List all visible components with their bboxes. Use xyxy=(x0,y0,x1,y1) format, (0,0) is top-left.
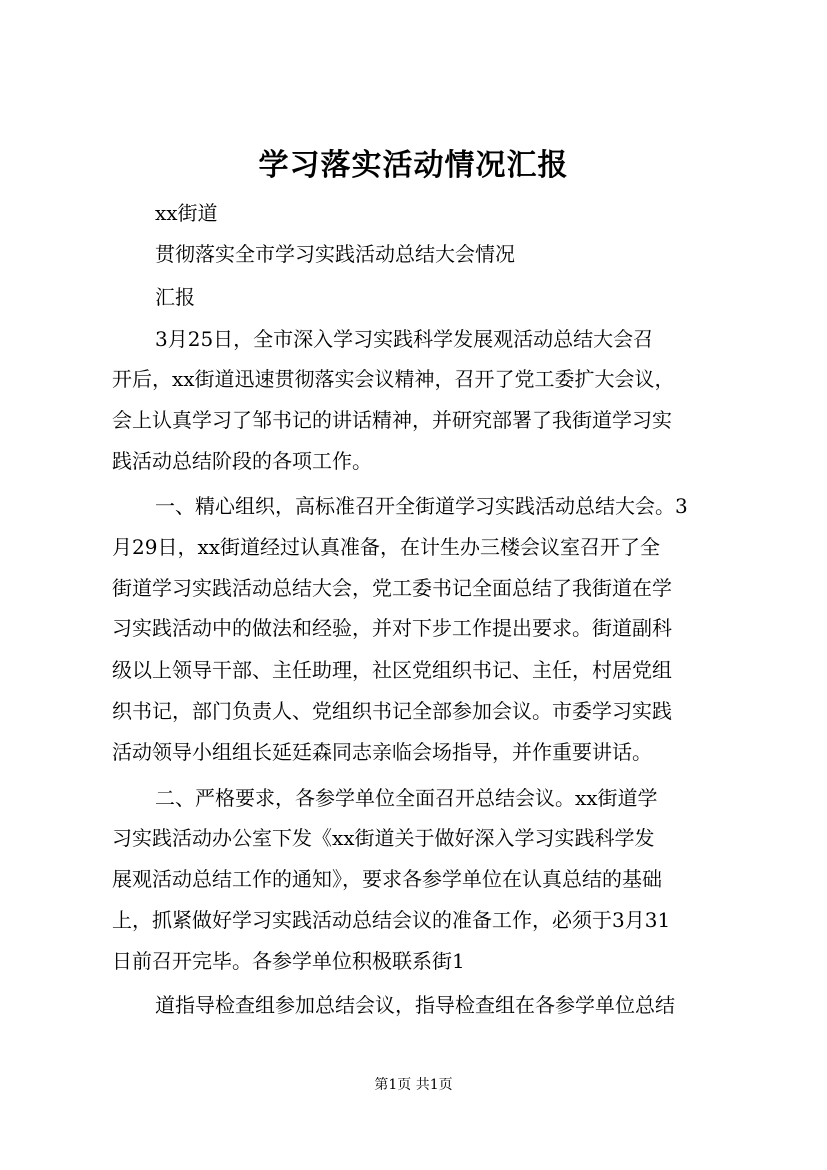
paragraph-line: 道指导检查组参加总结会议，指导检查组在各参学单位总结 xyxy=(155,993,675,1017)
paragraph-line: 一、精心组织，高标准召开全街道学习实践活动总结大会。3 xyxy=(155,494,688,518)
paragraph-line: 习实践活动中的做法和经验，并对下步工作提出要求。街道副科 xyxy=(112,616,672,640)
paragraph-line: 3月25日，全市深入学习实践科学发展观活动总结大会召 xyxy=(155,327,654,351)
paragraph-line: 月29日，xx街道经过认真准备，在计生办三楼会议室召开了全 xyxy=(112,535,661,559)
paragraph-line: 践活动总结阶段的各项工作。 xyxy=(112,449,372,473)
paragraph-line: 日前召开完毕。各参学单位积极联系街1 xyxy=(112,949,465,973)
paragraph-line: 街道学习实践活动总结大会，党工委书记全面总结了我街道在学 xyxy=(112,576,672,600)
document-title: 学习落实活动情况汇报 xyxy=(258,148,569,183)
line-report: 汇报 xyxy=(155,285,195,309)
paragraph-line: 会上认真学习了邹书记的讲话精神，并研究部署了我街道学习实 xyxy=(112,408,672,432)
paragraph-line: 开后，xx街道迅速贯彻落实会议精神，召开了党工委扩大会议， xyxy=(112,367,675,391)
line-district: xx街道 xyxy=(155,201,218,225)
paragraph-line: 上，抓紧做好学习实践活动总结会议的准备工作，必须于3月31 xyxy=(112,908,671,932)
paragraph-line: 二、严格要求，各参学单位全面召开总结会议。xx街道学 xyxy=(155,786,658,810)
paragraph-line: 级以上领导干部、主任助理，社区党组织书记、主任，村居党组 xyxy=(112,658,672,682)
paragraph-line: 习实践活动办公室下发《xx街道关于做好深入学习实践科学发 xyxy=(112,826,655,850)
paragraph-line: 活动领导小组组长延廷森同志亲临会场指导，并作重要讲话。 xyxy=(112,740,652,764)
page-number: 第1页 共1页 xyxy=(374,1077,453,1093)
paragraph-line: 展观活动总结工作的通知》，要求各参学单位在认真总结的基础 xyxy=(112,867,662,891)
paragraph-line: 织书记，部门负责人、党组织书记全部参加会议。市委学习实践 xyxy=(112,699,672,723)
line-subtitle: 贯彻落实全市学习实践活动总结大会情况 xyxy=(155,242,515,266)
